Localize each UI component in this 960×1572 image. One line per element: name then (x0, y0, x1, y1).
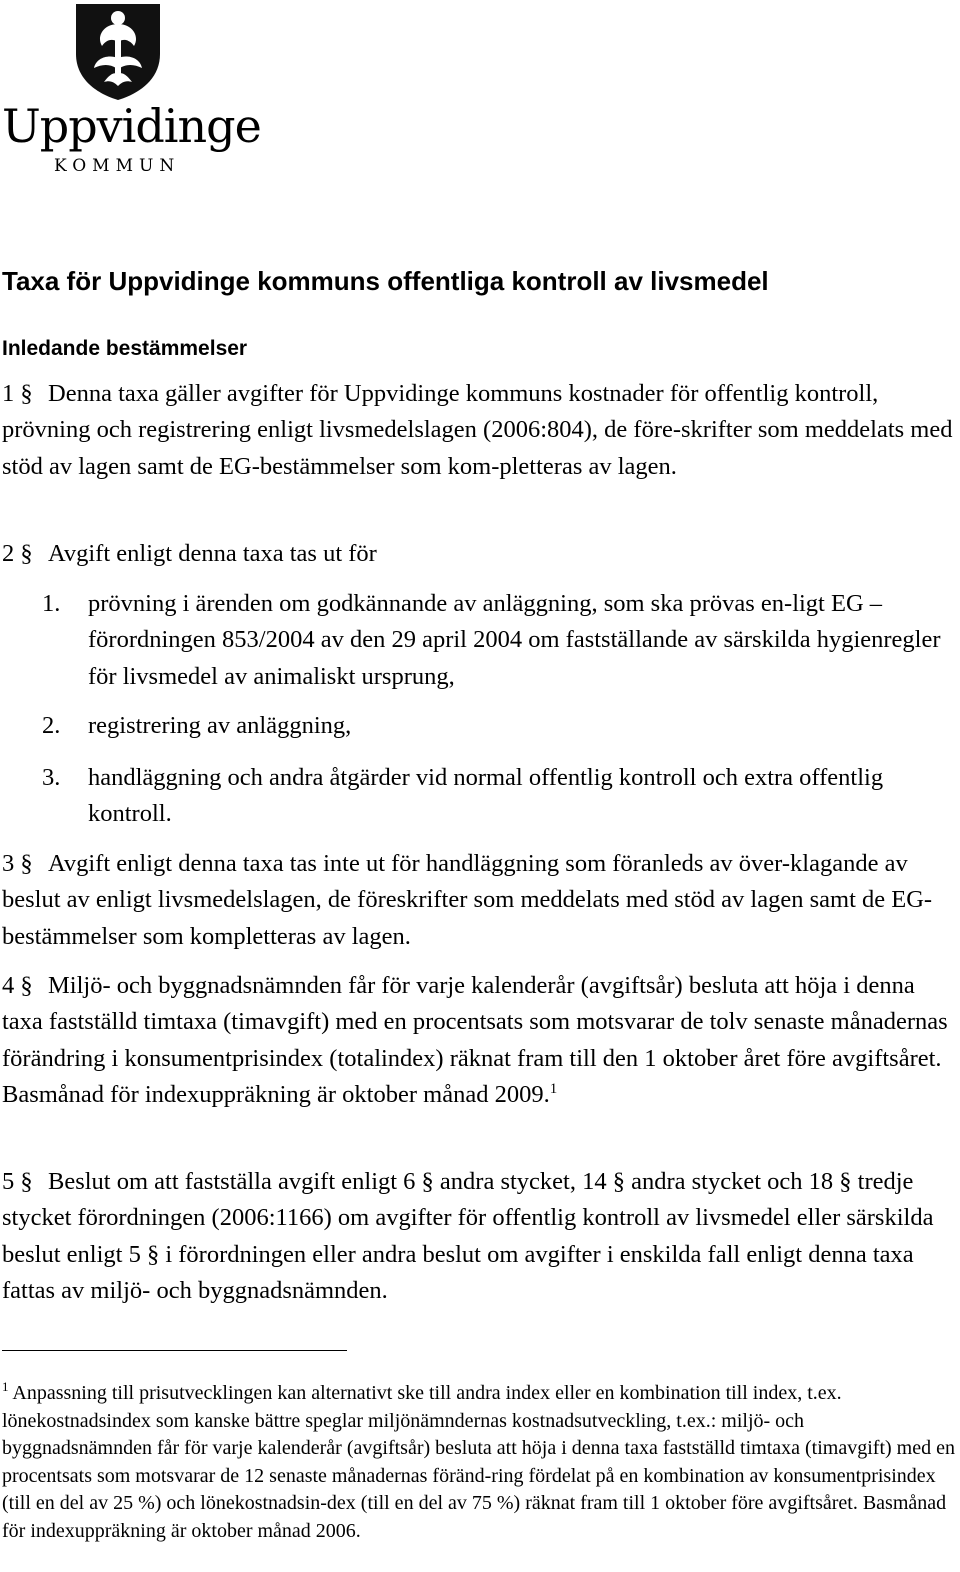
list-item-number: 1. (42, 590, 61, 617)
list-item (42, 760, 954, 833)
paragraph-number: 1 § (2, 380, 33, 407)
footnote-divider (2, 1350, 347, 1351)
paragraph-1 (2, 376, 957, 485)
paragraph-text: Denna taxa gäller avgifter för Uppvidinge kommuns kostnader för offentlig kontroll, prövning och registrering enligt livsmedelslagen (2006:804), de före-skrifter som meddelats med stöd av lagen samt de EG-bestämmelser som kom-pletteras av lagen. (2, 380, 953, 480)
paragraph-number: 2 § (2, 540, 33, 567)
document-title: Taxa för Uppvidinge kommuns offentliga kontroll av livsmedel (2, 266, 769, 296)
logo-subtitle: KOMMUN (54, 156, 181, 176)
paragraph-5 (2, 1164, 934, 1310)
paragraph-text: Avgift enligt denna taxa tas inte ut för handläggning som föranleds av över-klagande av beslut av enligt livsmedelslagen, de föreskrifter som meddelats med stöd av lagen samt de EG-bestämmelser som kompletteras av lagen. (2, 850, 933, 950)
paragraph-number: 3 § (2, 850, 33, 877)
paragraph-text: Miljö- och byggnadsnämnden får för varje kalenderår (avgiftsår) besluta att höja i denna taxa fastställd timtaxa (timavgift) med en procentsats som motsvarar de tolv senaste månadernas förändring i konsumentprisindex (totalindex) räknat fram till den 1 oktober året före avgiftsåret. Basmånad för indexuppräkning är oktober månad 2009. (2, 972, 948, 1109)
logo-wordmark: Uppvidinge (2, 99, 261, 153)
paragraph-number: 5 § (2, 1168, 33, 1195)
paragraph-4 (2, 968, 957, 1114)
list-item (42, 586, 954, 695)
paragraph-number: 4 § (2, 972, 33, 999)
list-item (42, 708, 954, 744)
list-item-text: registrering av anläggning, (88, 712, 352, 739)
footnote-text: Anpassning till prisutvecklingen kan alternativt ske till andra index eller en kombination till index, t.ex. lönekostnadsindex som kanske bättre speglar miljönämndernas kostnadsutveckling, t.ex.: miljö- och byggnadsnämnden får för varje kalenderår (avgiftsår) besluta att höja i denna taxa fastställd timtaxa (timavgift) med en procentsats som motsvarar de 12 senaste månadernas föränd-ring fördelat på en kombination av konsumentprisindex (till en del av 25 %) och lönekostnadsin-dex (till en del av 75 %) räknat fram till 1 oktober före avgiftsåret. Basmånad för indexuppräkning är oktober månad 2006. (2, 1382, 955, 1542)
paragraph-2 (2, 536, 957, 572)
footnote-number: 1 (2, 1379, 9, 1394)
list-item-number: 3. (42, 764, 61, 791)
section-heading: Inledande bestämmelser (2, 337, 248, 360)
paragraph-3 (2, 846, 957, 955)
footnote (2, 1380, 957, 1546)
list-item-text: prövning i ärenden om godkännande av anläggning, som ska prövas en-ligt EG – förordningen 853/2004 av den 29 april 2004 om fastställande av särskilda hygienregler för livsmedel av animaliskt ursprung, (88, 590, 941, 690)
list-item-number: 2. (42, 712, 61, 739)
list-item-text: handläggning och andra åtgärder vid normal offentlig kontroll och extra offentlig kontroll. (88, 764, 884, 828)
paragraph-text: Avgift enligt denna taxa tas ut för (48, 540, 377, 567)
municipality-logo (0, 0, 261, 180)
paragraph-text: Beslut om att fastställa avgift enligt 6 § andra stycket, 14 § andra stycket och 18 § tredje stycket förordningen (2006:1166) om avgifter för offentlig kontroll av livsmedel eller särskilda beslut enligt 5 § i förordningen eller andra beslut om avgifter i enskilda fall enligt denna taxa fattas av miljö- och byggnadsnämnden. (2, 1168, 934, 1305)
footnote-reference[interactable]: 1 (549, 1081, 558, 1098)
coat-of-arms-icon (74, 2, 162, 102)
